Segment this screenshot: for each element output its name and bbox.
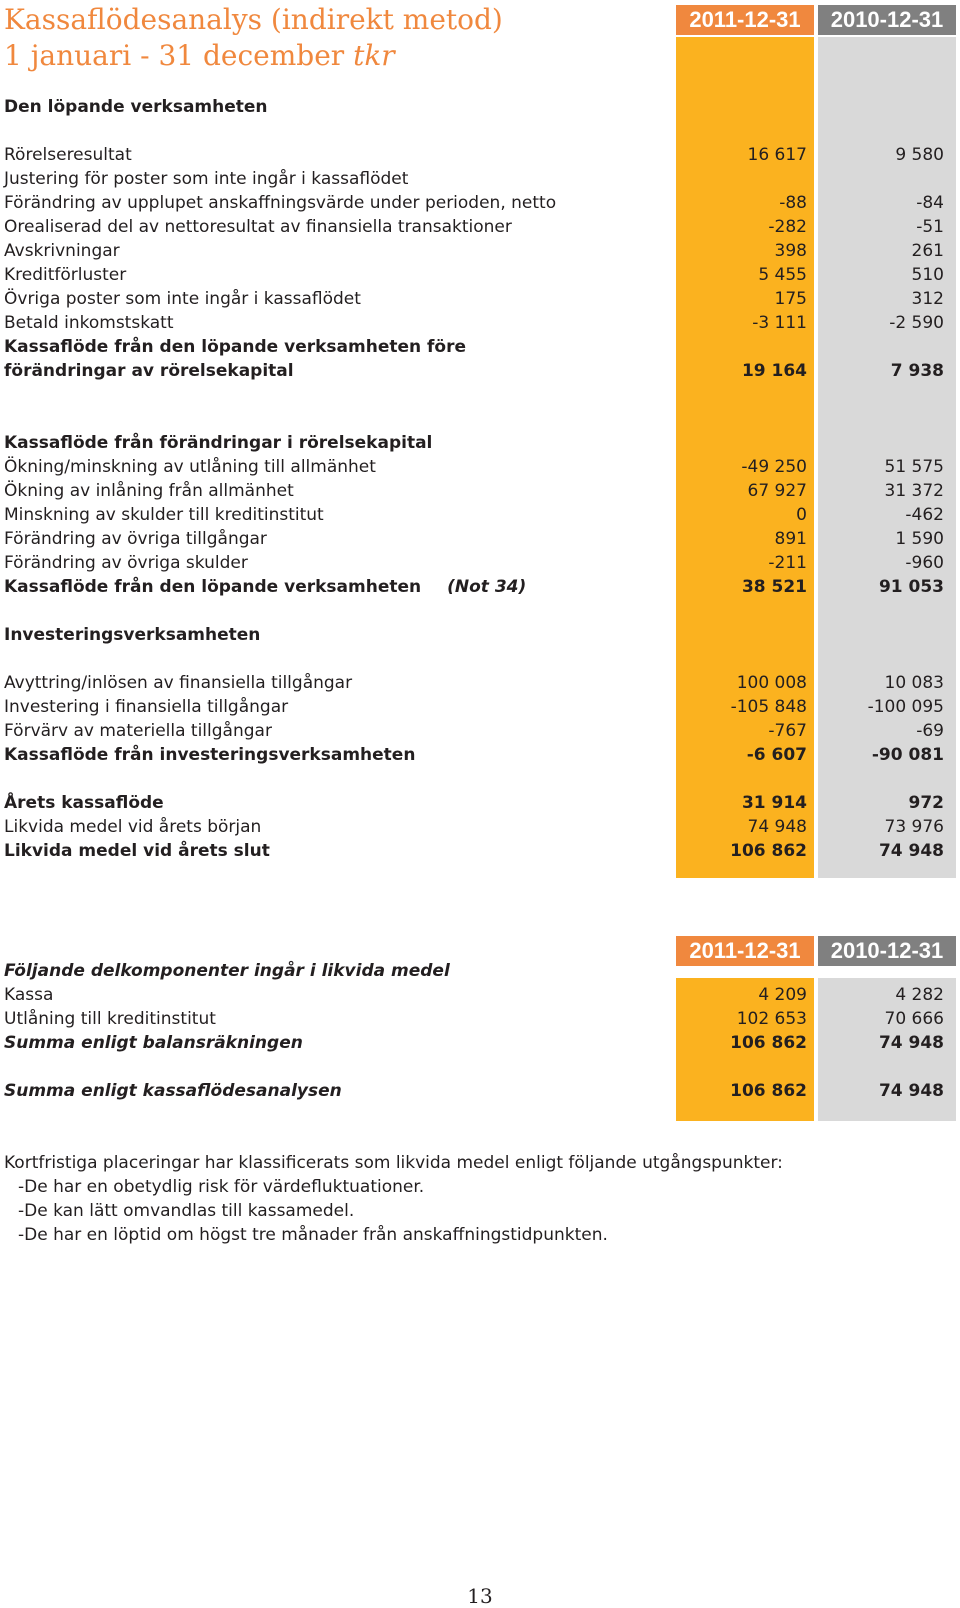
footnote-bullet: -De kan lätt omvandlas till kassamedel.: [18, 1201, 355, 1221]
value-2011: 891: [774, 529, 807, 549]
value-2010: 10 083: [884, 673, 944, 693]
row-label: Likvida medel vid årets slut: [4, 841, 270, 861]
row-label: Utlåning till kreditinstitut: [4, 1009, 216, 1029]
row-label: [4, 575, 526, 599]
working-capital-heading: Kassaflöde från förändringar i rörelsekapital: [4, 433, 433, 453]
value-2011: -6 607: [746, 745, 807, 765]
value-2010: 4 282: [895, 985, 944, 1005]
value-2010: -960: [905, 553, 944, 573]
table-row: [4, 503, 944, 527]
value-2010: -51: [916, 217, 944, 237]
section-heading: [4, 431, 944, 455]
page-number: 13: [467, 1584, 493, 1608]
table-row: [4, 167, 944, 191]
table-row: [4, 287, 944, 311]
row-label: Kassaflöde från investeringsverksamheten: [4, 745, 416, 765]
table-row: [4, 479, 944, 503]
row-label: förändringar av rörelsekapital: [4, 361, 294, 381]
title-line-1: Kassaflödesanalys (indirekt metod): [4, 3, 503, 36]
value-2010: -90 081: [871, 745, 944, 765]
value-2011: -282: [768, 217, 807, 237]
cashflow-total-row: [4, 1079, 944, 1103]
table-row: [4, 671, 944, 695]
value-2011: 5 455: [758, 265, 807, 285]
row-label: Avyttring/inlösen av finansiella tillgångar: [4, 673, 353, 693]
year-cashflow-row: [4, 791, 944, 815]
row-label: Summa enligt kassaflödesanalysen: [4, 1081, 342, 1101]
value-2011: -767: [768, 721, 807, 741]
row-label: Årets kassaflöde: [4, 793, 164, 813]
value-2010: -69: [916, 721, 944, 741]
value-2010: 51 575: [884, 457, 944, 477]
table-row: [4, 695, 944, 719]
row-label: Rörelseresultat: [4, 145, 132, 165]
value-2011: 31 914: [741, 793, 807, 813]
components-header-2010: 2010-12-31: [818, 936, 956, 966]
page-title: [4, 2, 503, 74]
footnote-intro: Kortfristiga placeringar har klassificerats som likvida medel enligt följande utgångspunkter:: [4, 1153, 783, 1173]
table-row: [4, 527, 944, 551]
value-2010: 31 372: [884, 481, 944, 501]
value-2011: 4 209: [758, 985, 807, 1005]
row-label: Förändring av upplupet anskaffningsvärde under perioden, netto: [4, 193, 557, 213]
value-2011: 102 653: [736, 1009, 807, 1029]
value-2010: 91 053: [878, 577, 944, 597]
value-2011: -49 250: [741, 457, 807, 477]
cash-end-row: [4, 839, 944, 863]
value-2010: 74 948: [878, 841, 944, 861]
value-2011: 106 862: [730, 841, 807, 861]
value-2011: 67 927: [747, 481, 807, 501]
row-label: Kreditförluster: [4, 265, 127, 285]
table-row: [4, 263, 944, 287]
row-label: Ökning av inlåning från allmänhet: [4, 481, 294, 501]
table-row: [4, 1007, 944, 1031]
footnote-bullet: -De har en löptid om högst tre månader från anskaffningstidpunkten.: [18, 1225, 608, 1245]
value-2011: 100 008: [736, 673, 807, 693]
table-row: [4, 191, 944, 215]
value-2010: 74 948: [878, 1081, 944, 1101]
row-label: Investering i finansiella tillgångar: [4, 697, 289, 717]
table-row: [4, 983, 944, 1007]
value-2011: 16 617: [747, 145, 807, 165]
row-label: Förändring av övriga tillgångar: [4, 529, 267, 549]
value-2011: -88: [779, 193, 807, 213]
table-row: [4, 143, 944, 167]
value-2010: 73 976: [884, 817, 944, 837]
balance-total-row: [4, 1031, 944, 1055]
title-unit: tkr: [353, 39, 395, 72]
value-2010: -2 590: [889, 313, 944, 333]
row-label: Justering för poster som inte ingår i kassaflödet: [4, 169, 409, 189]
table-row: [4, 551, 944, 575]
value-2011: 19 164: [741, 361, 807, 381]
column-header-2010: 2010-12-31: [818, 5, 956, 35]
table-row: [4, 455, 944, 479]
value-2010: 972: [908, 793, 944, 813]
components-header-2011: 2011-12-31: [676, 936, 814, 966]
operating-heading: Den löpande verksamheten: [4, 97, 268, 117]
value-2010: 74 948: [878, 1033, 944, 1053]
value-2011: 175: [774, 289, 807, 309]
cash-start-row: [4, 815, 944, 839]
value-2010: 510: [911, 265, 944, 285]
row-label: Minskning av skulder till kreditinstitut: [4, 505, 324, 525]
row-label: Likvida medel vid årets början: [4, 817, 262, 837]
value-2011: 38 521: [741, 577, 807, 597]
investing-heading: Investeringsverksamheten: [4, 625, 261, 645]
components-heading-row: [4, 959, 944, 983]
table-row: [4, 311, 944, 335]
value-2010: -462: [905, 505, 944, 525]
value-2011: 74 948: [747, 817, 807, 837]
value-2011: 106 862: [730, 1033, 807, 1053]
value-2011: 106 862: [730, 1081, 807, 1101]
row-label: Summa enligt balansräkningen: [4, 1033, 303, 1053]
row-label: Avskrivningar: [4, 241, 120, 261]
value-2010: 70 666: [884, 1009, 944, 1029]
column-header-2011: 2011-12-31: [676, 5, 814, 35]
row-label: Förvärv av materiella tillgångar: [4, 721, 272, 741]
value-2010: -100 095: [867, 697, 944, 717]
section-heading: [4, 623, 944, 647]
total-row: [4, 575, 944, 599]
value-2010: 7 938: [890, 361, 944, 381]
total-label: Kassaflöde från den löpande verksamheten: [4, 577, 422, 597]
value-2010: 261: [911, 241, 944, 261]
row-label: Ökning/minskning av utlåning till allmänhet: [4, 457, 376, 477]
value-2011: 398: [774, 241, 807, 261]
subtotal-row-line1: [4, 335, 944, 359]
value-2010: 1 590: [895, 529, 944, 549]
value-2011: -3 111: [752, 313, 807, 333]
table-row: [4, 215, 944, 239]
title-period: 1 januari - 31 december: [4, 39, 354, 72]
table-row: [4, 719, 944, 743]
value-2011: -105 848: [730, 697, 807, 717]
value-2010: -84: [916, 193, 944, 213]
row-label: Betald inkomstskatt: [4, 313, 174, 333]
footnote-bullet: -De har en obetydlig risk för värdefluktuationer.: [18, 1177, 425, 1197]
title-line-2: [4, 38, 503, 74]
total-row: [4, 743, 944, 767]
row-label: Övriga poster som inte ingår i kassaflödet: [4, 289, 361, 309]
table-row: [4, 239, 944, 263]
value-2010: 9 580: [895, 145, 944, 165]
note-reference: (Not 34): [447, 577, 527, 597]
row-label: Förändring av övriga skulder: [4, 553, 248, 573]
row-label: Kassaflöde från den löpande verksamheten före: [4, 337, 467, 357]
value-2011: -211: [768, 553, 807, 573]
value-2010: 312: [911, 289, 944, 309]
subtotal-row: [4, 359, 944, 383]
components-heading: Följande delkomponenter ingår i likvida medel: [4, 961, 450, 981]
row-label: Orealiserad del av nettoresultat av finansiella transaktioner: [4, 217, 512, 237]
section-heading: [4, 95, 944, 119]
row-label: Kassa: [4, 985, 54, 1005]
value-2011: 0: [796, 505, 807, 525]
